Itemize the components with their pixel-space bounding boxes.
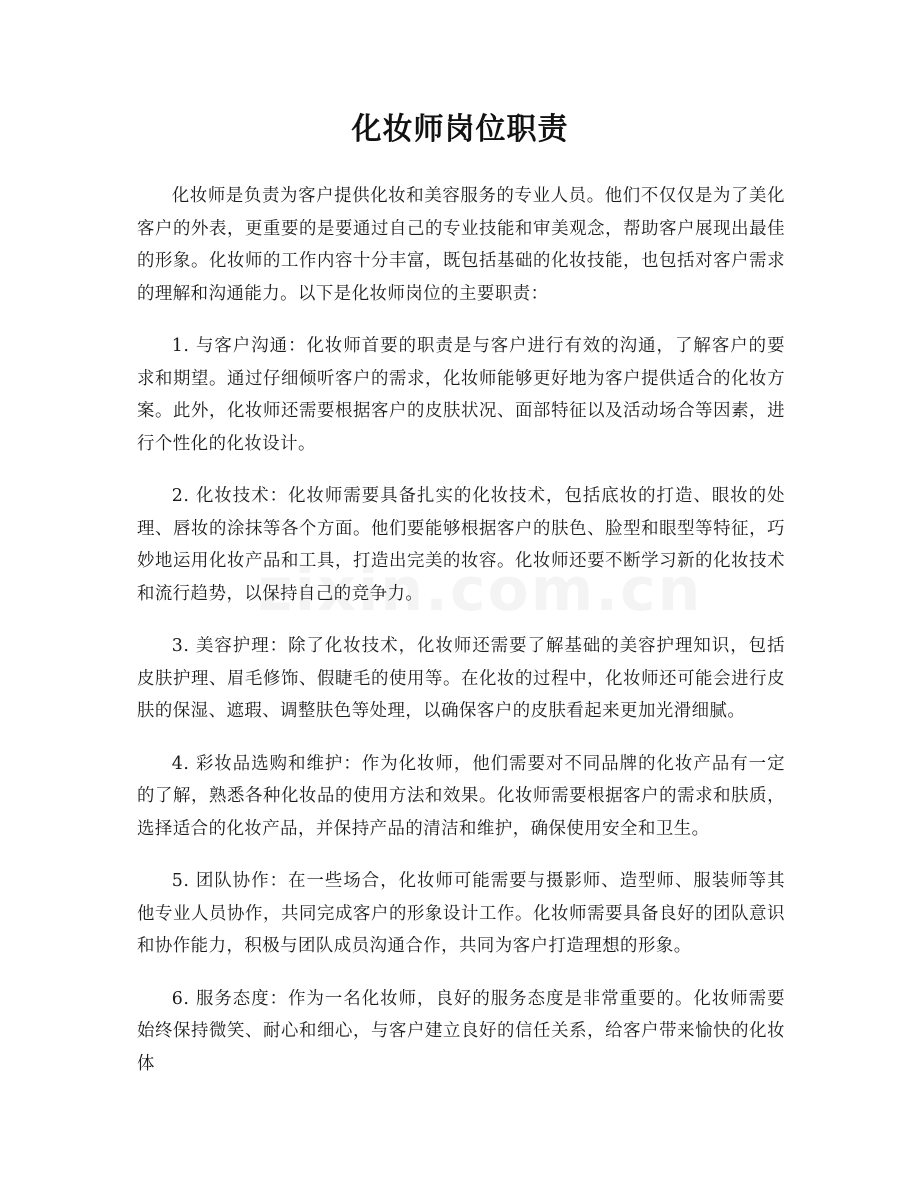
intro-paragraph: 化妆师是负责为客户提供化妆和美容服务的专业人员。他们不仅仅是为了美化客户的外表，更重要的是要通过自己的专业技能和审美观念，帮助客户展现出最佳的形象。化妆师的工作内容十分丰富，既包括基础的化妆技能，也包括对客户需求的理解和沟通能力。以下是化妆师岗位的主要职责： [137, 186, 785, 304]
duty-paragraph-1: 1. 与客户沟通：化妆师首要的职责是与客户进行有效的沟通，了解客户的要求和期望。通过仔细倾听客户的需求，化妆师能够更好地为客户提供适合的化妆方案。此外，化妆师还需要根据客户的皮肤状况、面部特征以及活动场合等因素，进行个性化的化妆设计。 [137, 336, 785, 454]
duty-paragraph-3: 3. 美容护理：除了化妆技术，化妆师还需要了解基础的美容护理知识，包括皮肤护理、眉毛修饰、假睫毛的使用等。在化妆的过程中，化妆师还可能会进行皮肤的保湿、遮瑕、调整肤色等处理，以确保客户的皮肤看起来更加光滑细腻。 [137, 636, 785, 721]
document-body [137, 180, 785, 1100]
page-title: 化妆师岗位职责 [351, 112, 569, 147]
duty-paragraph-5: 5. 团队协作：在一些场合，化妆师可能需要与摄影师、造型师、服装师等其他专业人员协作，共同完成客户的形象设计工作。化妆师需要具备良好的团队意识和协作能力，积极与团队成员沟通合作，共同为客户打造理想的形象。 [137, 871, 785, 956]
duty-paragraph-2: 2. 化妆技术：化妆师需要具备扎实的化妆技术，包括底妆的打造、眼妆的处理、唇妆的涂抹等各个方面。他们要能够根据客户的肤色、脸型和眼型等特征，巧妙地运用化妆产品和工具，打造出完美的妆容。化妆师还要不断学习新的化妆技术和流行趋势，以保持自己的竞争力。 [137, 486, 785, 604]
duty-paragraph-4: 4. 彩妆品选购和维护：作为化妆师，他们需要对不同品牌的化妆产品有一定的了解，熟悉各种化妆品的使用方法和效果。化妆师需要根据客户的需求和肤质，选择适合的化妆产品，并保持产品的清洁和维护，确保使用安全和卫生。 [137, 753, 785, 839]
duty-paragraph-6: 6. 服务态度：作为一名化妆师，良好的服务态度是非常重要的。化妆师需要始终保持微笑、耐心和细心，与客户建立良好的信任关系，给客户带来愉快的化妆体 [137, 988, 785, 1074]
